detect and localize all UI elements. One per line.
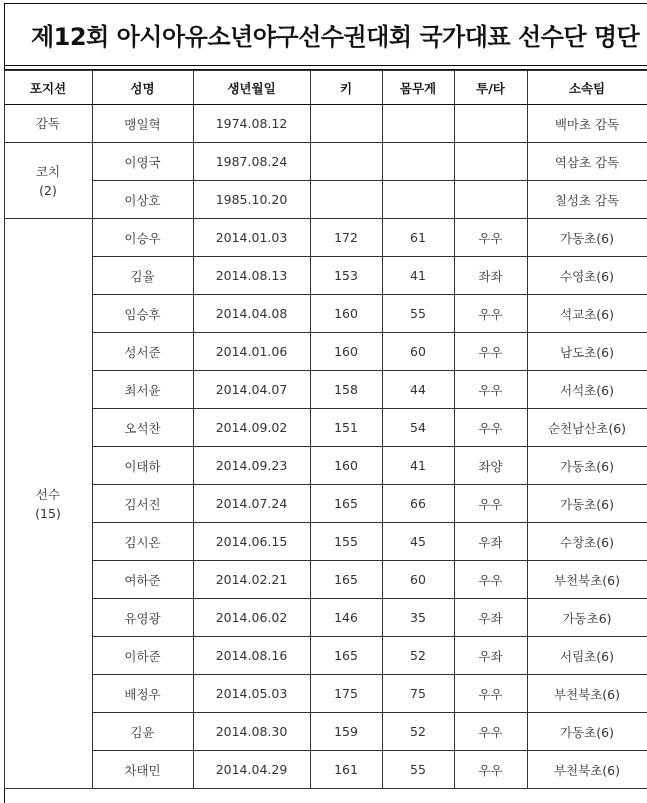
cell-throw-bat: 우우 bbox=[454, 751, 527, 789]
cell-throw-bat: 우우 bbox=[454, 561, 527, 599]
cell-name: 이승우 bbox=[92, 219, 193, 257]
header-position: 포지션 bbox=[4, 71, 92, 105]
header-team: 소속팀 bbox=[527, 71, 647, 105]
cell-birth: 2014.06.02 bbox=[193, 599, 310, 637]
cell-weight: 55 bbox=[382, 751, 454, 789]
cell-birth: 2014.08.16 bbox=[193, 637, 310, 675]
table-row bbox=[4, 181, 647, 219]
table-row bbox=[4, 143, 647, 181]
cell-name: 김서진 bbox=[92, 485, 193, 523]
cell-height: 146 bbox=[310, 599, 382, 637]
cell-throw-bat: 우우 bbox=[454, 295, 527, 333]
cell-team: 부천북초(6) bbox=[527, 561, 647, 599]
cell-throw-bat bbox=[454, 143, 527, 181]
cell-birth: 2014.05.03 bbox=[193, 675, 310, 713]
cell-height: 160 bbox=[310, 333, 382, 371]
cell-throw-bat: 우우 bbox=[454, 485, 527, 523]
cell-height: 165 bbox=[310, 485, 382, 523]
table-row bbox=[4, 751, 647, 789]
cell-name: 이태하 bbox=[92, 447, 193, 485]
cell-weight: 52 bbox=[382, 637, 454, 675]
cell-weight: 75 bbox=[382, 675, 454, 713]
table-row bbox=[4, 713, 647, 751]
cell-throw-bat: 좌양 bbox=[454, 447, 527, 485]
table-row bbox=[4, 371, 647, 409]
cell-birth: 1974.08.12 bbox=[193, 105, 310, 143]
cell-name: 이하준 bbox=[92, 637, 193, 675]
cell-team: 수창초(6) bbox=[527, 523, 647, 561]
header-birth: 생년월일 bbox=[193, 71, 310, 105]
table-row bbox=[4, 409, 647, 447]
cell-name: 유영광 bbox=[92, 599, 193, 637]
cell-throw-bat: 우좌 bbox=[454, 523, 527, 561]
cell-throw-bat: 우좌 bbox=[454, 599, 527, 637]
cell-birth: 2014.09.23 bbox=[193, 447, 310, 485]
cell-birth: 2014.01.06 bbox=[193, 333, 310, 371]
cell-birth: 2014.04.29 bbox=[193, 751, 310, 789]
cell-name: 오석찬 bbox=[92, 409, 193, 447]
cell-throw-bat: 우우 bbox=[454, 219, 527, 257]
table-row bbox=[4, 333, 647, 371]
cell-throw-bat: 우우 bbox=[454, 371, 527, 409]
cell-height: 155 bbox=[310, 523, 382, 561]
cell-throw-bat: 우좌 bbox=[454, 637, 527, 675]
roster-table bbox=[4, 70, 647, 789]
cell-weight: 66 bbox=[382, 485, 454, 523]
cell-throw-bat bbox=[454, 181, 527, 219]
table-row bbox=[4, 599, 647, 637]
cell-weight: 55 bbox=[382, 295, 454, 333]
cell-birth: 2014.02.21 bbox=[193, 561, 310, 599]
cell-team: 순천남산초(6) bbox=[527, 409, 647, 447]
cell-height bbox=[310, 143, 382, 181]
cell-name: 배정우 bbox=[92, 675, 193, 713]
cell-weight: 52 bbox=[382, 713, 454, 751]
cell-height: 160 bbox=[310, 447, 382, 485]
header-name: 성명 bbox=[92, 71, 193, 105]
cell-throw-bat: 좌좌 bbox=[454, 257, 527, 295]
cell-birth: 2014.08.13 bbox=[193, 257, 310, 295]
cell-team: 칠성초 감독 bbox=[527, 181, 647, 219]
cell-name: 차태민 bbox=[92, 751, 193, 789]
cell-height: 172 bbox=[310, 219, 382, 257]
table-row bbox=[4, 675, 647, 713]
cell-team: 백마초 감독 bbox=[527, 105, 647, 143]
cell-team: 가동초6) bbox=[527, 599, 647, 637]
cell-name: 임승후 bbox=[92, 295, 193, 333]
cell-birth: 2014.08.30 bbox=[193, 713, 310, 751]
cell-height: 153 bbox=[310, 257, 382, 295]
cell-position bbox=[4, 143, 92, 219]
table-row bbox=[4, 219, 647, 257]
cell-birth: 1985.10.20 bbox=[193, 181, 310, 219]
cell-team: 가동초(6) bbox=[527, 219, 647, 257]
cell-birth: 2014.04.08 bbox=[193, 295, 310, 333]
cell-birth: 2014.01.03 bbox=[193, 219, 310, 257]
page-title: 제12회 아시아유소년야구선수권대회 국가대표 선수단 명단 bbox=[31, 17, 639, 52]
position-count: (15) bbox=[5, 504, 92, 523]
cell-throw-bat bbox=[454, 105, 527, 143]
cell-birth: 1987.08.24 bbox=[193, 143, 310, 181]
cell-weight: 54 bbox=[382, 409, 454, 447]
cell-weight: 60 bbox=[382, 561, 454, 599]
cell-birth: 2014.04.07 bbox=[193, 371, 310, 409]
cell-team: 부천북초(6) bbox=[527, 751, 647, 789]
cell-name: 성서준 bbox=[92, 333, 193, 371]
table-row bbox=[4, 295, 647, 333]
cell-name: 최서윤 bbox=[92, 371, 193, 409]
cell-team: 수영초(6) bbox=[527, 257, 647, 295]
roster-sheet bbox=[4, 3, 647, 803]
cell-name: 김윤 bbox=[92, 713, 193, 751]
cell-weight: 41 bbox=[382, 447, 454, 485]
cell-team: 부천북초(6) bbox=[527, 675, 647, 713]
header-row bbox=[4, 71, 647, 105]
cell-team: 남도초(6) bbox=[527, 333, 647, 371]
roster-body bbox=[4, 105, 647, 789]
cell-birth: 2014.09.02 bbox=[193, 409, 310, 447]
position-label: 감독 bbox=[5, 114, 92, 133]
cell-height: 165 bbox=[310, 637, 382, 675]
table-row bbox=[4, 485, 647, 523]
cell-height: 161 bbox=[310, 751, 382, 789]
cell-name: 여하준 bbox=[92, 561, 193, 599]
cell-team: 가동초(6) bbox=[527, 485, 647, 523]
table-row bbox=[4, 523, 647, 561]
cell-height: 160 bbox=[310, 295, 382, 333]
cell-weight: 60 bbox=[382, 333, 454, 371]
cell-name: 맹일혁 bbox=[92, 105, 193, 143]
cell-team: 가동초(6) bbox=[527, 447, 647, 485]
cell-height: 165 bbox=[310, 561, 382, 599]
cell-weight: 45 bbox=[382, 523, 454, 561]
cell-name: 김율 bbox=[92, 257, 193, 295]
cell-weight bbox=[382, 143, 454, 181]
cell-throw-bat: 우우 bbox=[454, 333, 527, 371]
cell-name: 김시온 bbox=[92, 523, 193, 561]
cell-position bbox=[4, 219, 92, 789]
cell-weight: 61 bbox=[382, 219, 454, 257]
cell-height: 159 bbox=[310, 713, 382, 751]
cell-throw-bat: 우우 bbox=[454, 675, 527, 713]
cell-name: 이상호 bbox=[92, 181, 193, 219]
cell-birth: 2014.07.24 bbox=[193, 485, 310, 523]
title-box bbox=[5, 4, 647, 66]
header-weight: 몸무게 bbox=[382, 71, 454, 105]
cell-height bbox=[310, 105, 382, 143]
table-row bbox=[4, 105, 647, 143]
table-row bbox=[4, 257, 647, 295]
position-count: (2) bbox=[5, 181, 92, 200]
cell-weight: 35 bbox=[382, 599, 454, 637]
cell-team: 서석초(6) bbox=[527, 371, 647, 409]
cell-weight: 41 bbox=[382, 257, 454, 295]
cell-team: 역삼초 감독 bbox=[527, 143, 647, 181]
header-height: 키 bbox=[310, 71, 382, 105]
cell-height bbox=[310, 181, 382, 219]
header-throw-bat: 투/타 bbox=[454, 71, 527, 105]
table-row bbox=[4, 637, 647, 675]
cell-height: 175 bbox=[310, 675, 382, 713]
cell-height: 151 bbox=[310, 409, 382, 447]
position-label: 선수 bbox=[5, 485, 92, 504]
cell-birth: 2014.06.15 bbox=[193, 523, 310, 561]
position-label: 코치 bbox=[5, 162, 92, 181]
cell-team: 석교초(6) bbox=[527, 295, 647, 333]
cell-height: 158 bbox=[310, 371, 382, 409]
cell-team: 서림초(6) bbox=[527, 637, 647, 675]
cell-weight bbox=[382, 181, 454, 219]
cell-team: 가동초(6) bbox=[527, 713, 647, 751]
cell-throw-bat: 우우 bbox=[454, 713, 527, 751]
table-row bbox=[4, 447, 647, 485]
table-row bbox=[4, 561, 647, 599]
cell-weight: 44 bbox=[382, 371, 454, 409]
cell-throw-bat: 우우 bbox=[454, 409, 527, 447]
cell-weight bbox=[382, 105, 454, 143]
cell-position bbox=[4, 105, 92, 143]
cell-name: 이영국 bbox=[92, 143, 193, 181]
